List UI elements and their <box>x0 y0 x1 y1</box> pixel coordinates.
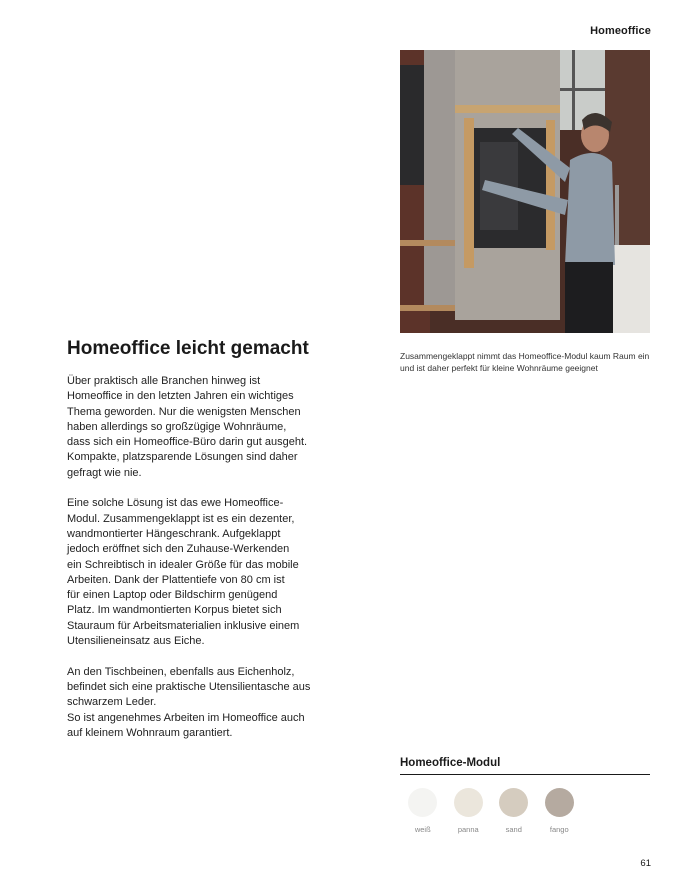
swatch-item-weiss <box>400 788 446 834</box>
article-paragraph: An den Tischbeinen, ebenfalls aus Eichenholz, befindet sich eine praktische Utensilientasche aus schwarzem Leder. So ist angenehmes Arbeiten im Homeoffice auch auf kleinem Wohnraum garantiert. <box>67 665 311 739</box>
swatch-label: weiß <box>414 825 431 834</box>
swatch-label: sand <box>505 825 522 834</box>
product-title: Homeoffice-Modul <box>400 757 650 775</box>
color-swatch-weiss <box>408 788 437 817</box>
article-body <box>67 374 327 756</box>
section-label: Homeoffice <box>590 25 651 37</box>
swatch-item-sand <box>491 788 537 834</box>
product-photo <box>400 50 650 333</box>
photo-caption: Zusammengeklappt nimmt das Homeoffice-Modul kaum Raum ein und ist daher perfekt für kleine Wohnräume geeignet <box>400 351 650 373</box>
article-paragraph: Über praktisch alle Branchen hinweg ist Homeoffice in den letzten Jahren ein wichtiges Thema geworden. Nur die wenigsten Menschen haben allerdings so großzügige Wohnräume, dass sich ein Homeoffice-Büro darin gut ausgeht. Kompakte, platzsparende Lösungen sind daher gefragt wie nie. <box>67 375 308 479</box>
page-number: 61 <box>640 858 651 869</box>
oak-leg-left <box>464 118 474 268</box>
photo-illustration <box>400 50 650 333</box>
color-swatch-sand <box>499 788 528 817</box>
color-swatch-fango <box>545 788 574 817</box>
swatch-item-fango <box>537 788 583 834</box>
color-swatches <box>400 788 650 834</box>
swatch-item-panna <box>446 788 492 834</box>
article-headline: Homeoffice leicht gemacht <box>67 338 309 359</box>
swatch-label: panna <box>457 825 479 834</box>
article-paragraph: Eine solche Lösung ist das ewe Homeoffice- Modul. Zusammengeklappt ist es ein dezenter, wandmontierter Hängeschrank. Aufgeklappt jedoch eröffnet sich den Zuhause-Werkenden ein Schreibtisch in idealer Größe für das mobile Arbeiten. Dank der Plattentiefe von 80 cm ist für einen Laptop oder Bildschirm genügend Platz. Im wandmontierten Korpus bietet sich Stauraum für Arbeitsmaterialien inklusive einem Utensilieneinsatz aus Eiche. <box>67 497 300 648</box>
swatch-label: fango <box>549 825 569 834</box>
color-swatch-panna <box>454 788 483 817</box>
